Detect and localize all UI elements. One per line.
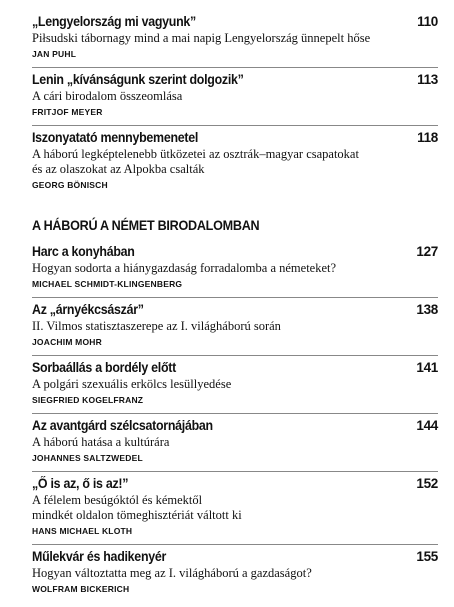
entry-subtitle: Hogyan sodorta a hiánygazdaság forradalomba a németeket? — [32, 261, 337, 275]
entry-subtitle: Hogyan változtatta meg az I. világháború a gazdaságot? — [32, 566, 312, 580]
entry-page-number: 110 — [417, 14, 438, 29]
divider — [32, 297, 438, 298]
entry-subtitle: A háború legképtelenebb ütközetei az osztrák–magyar csapatokat és az olaszokat az Alpokba csalták — [32, 147, 359, 176]
entry-author: JAN PUHL — [32, 49, 77, 59]
entry-title: „Ő is az, ő is az!” — [32, 476, 129, 491]
toc-entry-avantgard[interactable] — [32, 418, 438, 463]
entry-subtitle: A háború hatása a kultúrára — [32, 435, 170, 449]
entry-author: FRITJOF MEYER — [32, 107, 103, 117]
toc-entry-lenin[interactable] — [32, 72, 438, 117]
entry-page-number: 144 — [416, 418, 438, 433]
entry-title: Az avantgárd szélcsatornájában — [32, 418, 213, 433]
entry-author: MICHAEL SCHMIDT-KLINGENBERG — [32, 279, 183, 289]
toc-entry-arnyekcsaszar[interactable] — [32, 302, 438, 347]
entry-page-number: 113 — [417, 72, 438, 87]
entry-title: Műlekvár és hadikenyér — [32, 549, 167, 564]
entry-page-number: 138 — [416, 302, 438, 317]
entry-author: SIEGFRIED KOGELFRANZ — [32, 395, 144, 405]
divider — [32, 471, 438, 472]
entry-page-number: 141 — [416, 360, 438, 375]
toc-entry-lengyelorszag[interactable] — [32, 14, 438, 59]
entry-subtitle: Piłsudski tábornagy mind a mai napig Lengyelország ünnepelt hőse — [32, 31, 371, 45]
toc-entry-mulekvar[interactable] — [32, 549, 438, 594]
entry-title: Az „árnyékcsászár” — [32, 302, 144, 317]
toc-entry-iszonyatato[interactable] — [32, 130, 438, 190]
entry-subtitle: A cári birodalom összeomlása — [32, 89, 183, 103]
entry-author: WOLFRAM BICKERICH — [32, 584, 130, 594]
divider — [32, 544, 438, 545]
divider — [32, 67, 438, 68]
divider — [32, 125, 438, 126]
entry-title: Sorbaállás a bordély előtt — [32, 360, 176, 375]
entry-subtitle: A polgári szexuális erkölcs lesüllyedése — [32, 377, 232, 391]
entry-title: Harc a konyhában — [32, 244, 135, 259]
entry-page-number: 127 — [416, 244, 438, 259]
entry-subtitle: II. Vilmos statisztaszerepe az I. világháború során — [32, 319, 281, 333]
section-heading: A HÁBORÚ A NÉMET BIRODALOMBAN — [32, 217, 260, 233]
entry-title: Lenin „kívánságunk szerint dolgozik” — [32, 72, 244, 87]
entry-author: JOHANNES SALTZWEDEL — [32, 453, 143, 463]
entry-page-number: 155 — [416, 549, 438, 564]
entry-title: „Lengyelország mi vagyunk” — [32, 14, 197, 29]
toc-entry-harc-a-konyhaban[interactable] — [32, 244, 438, 289]
entry-author: HANS MICHAEL KLOTH — [32, 526, 133, 536]
toc-entry-sorbaallas[interactable] — [32, 360, 438, 405]
entry-author: GEORG BÖNISCH — [32, 180, 108, 190]
entry-page-number: 152 — [416, 476, 438, 491]
divider — [32, 355, 438, 356]
toc-entry-o-is-az[interactable] — [32, 476, 438, 536]
divider — [32, 413, 438, 414]
entry-author: JOACHIM MOHR — [32, 337, 102, 347]
entry-title: Iszonyatató mennybemenetel — [32, 130, 199, 145]
entry-page-number: 118 — [417, 130, 438, 145]
entry-subtitle: A félelem besúgóktól és kémektől mindkét oldalon tömeghisztériát váltott ki — [32, 493, 242, 522]
